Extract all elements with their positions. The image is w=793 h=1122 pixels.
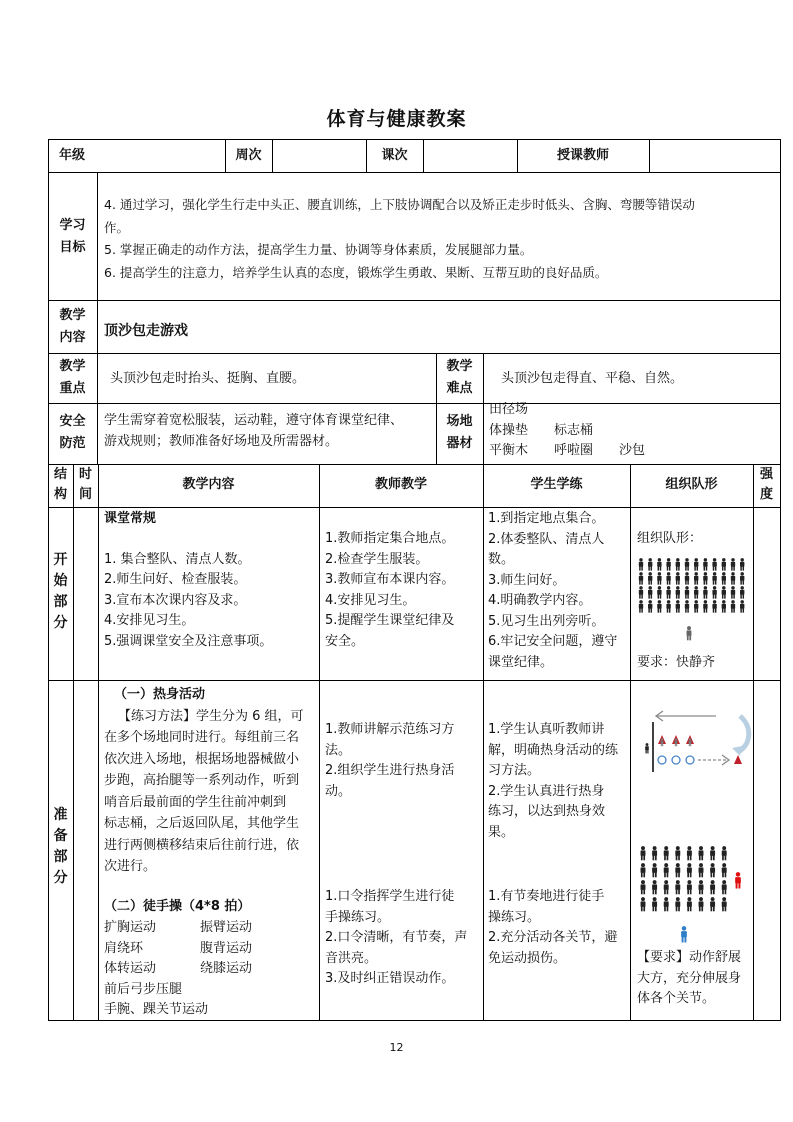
person-icon [657, 586, 661, 599]
drill-grid: 扩胸运动 振臂运动 肩绕环 腹背运动 体转运动 绕膝运动 前后弓步压腿 手腕、踝关节运动 [104, 920, 253, 1017]
person-icon [699, 880, 704, 894]
warmup-drill-diagram [636, 706, 752, 784]
person-icon [699, 897, 704, 911]
person-icon [703, 586, 707, 599]
person-icon [648, 572, 652, 585]
start-content: 课堂常规 1. 集合整队、清点人数。 2.师生问好、检查服装。 3.宣布本次课内容及求。 4.安排见习生。 5.强调课堂安全及注意事项。 [104, 511, 273, 649]
person-icon [722, 558, 726, 571]
venue-equipment: 田径场 体操垫 标志桶 平衡木 呼啦圈 沙包 [489, 402, 646, 458]
person-icon [641, 863, 646, 877]
person-icon [685, 586, 689, 599]
person-icon [712, 600, 716, 613]
person-icon [703, 572, 707, 585]
person-icon [648, 600, 652, 613]
person-icon [731, 572, 735, 585]
person-icon [722, 600, 726, 613]
person-icon [710, 880, 715, 894]
venue-label: 场地 器材 [446, 414, 473, 451]
person-icon [666, 558, 670, 571]
content-value: 顶沙包走游戏 [104, 323, 188, 339]
person-icon [675, 897, 680, 911]
drill-title: （二）徒手操（4*8 拍） [104, 899, 251, 914]
person-icon [664, 863, 669, 877]
person-icon [722, 897, 727, 911]
person-icon [685, 558, 689, 571]
person-icon [652, 863, 657, 877]
person-icon [675, 880, 680, 894]
person-icon [731, 586, 735, 599]
person-icon [710, 863, 715, 877]
safety-label: 安全 防范 [59, 414, 86, 451]
start-formation-label: 组织队形： [637, 531, 703, 546]
person-icon [687, 846, 692, 860]
person-icon [740, 600, 744, 613]
person-icon [685, 572, 689, 585]
difficulty-label: 教学 难点 [446, 359, 473, 396]
person-icon [675, 863, 680, 877]
key-points-label: 教学 重点 [59, 359, 86, 396]
person-icon [694, 558, 698, 571]
warmup-title: （一）热身活动 [114, 687, 206, 702]
col-formation: 组织队形 [665, 477, 718, 493]
prep-student-drill: 1.有节奏地进行徒手 操练习。 2.充分活动各关节，避 免运动损伤。 [488, 889, 618, 966]
week-label: 周次 [235, 147, 262, 163]
prep-requirement: 【要求】动作舒展 大方，充分伸展身 体各个关节。 [637, 950, 742, 1006]
person-icon [639, 558, 643, 571]
prep-warmup: （一）热身活动 【练习方法】学生分为 6 组，可 在多个场地同时进行。每组前三名 依次进入场地，根据场地器械做小 步跑，高抬腿等一系列动作，听到 哨音后最前面的学生往前冲刺到 标志桶，之后返回队尾，其他学生 进行两侧横移结束后往前行进，依 次进行。 [104, 684, 304, 878]
person-icon [666, 586, 670, 599]
key-points-value: 头顶沙包走时抬头、挺胸、直腰。 [110, 371, 306, 386]
person-icon [661, 738, 664, 746]
person-icon [657, 558, 661, 571]
person-icon [694, 600, 698, 613]
page-number: 12 [389, 1041, 404, 1054]
prep-teacher-drill: 1.口令指挥学生进行徒 手操练习。 2.口令清晰，有节奏，声 音洪亮。 3.及时纠正错误动作。 [325, 889, 468, 986]
person-icon [712, 586, 716, 599]
col-time: 时 间 [78, 467, 92, 502]
page-title: 体育与健康教案 [326, 108, 467, 130]
person-icon [645, 743, 649, 753]
person-icon [694, 586, 698, 599]
person-icon [685, 600, 689, 613]
person-icon [703, 600, 707, 613]
person-icon [740, 586, 744, 599]
person-icon [687, 897, 692, 911]
person-icon [699, 863, 704, 877]
person-icon [652, 897, 657, 911]
hoop-icon [686, 756, 694, 764]
content-label: 教学 内容 [59, 308, 86, 345]
lesson-label: 课次 [381, 147, 408, 163]
person-icon [731, 600, 735, 613]
start-requirement: 要求：快静齐 [637, 655, 716, 670]
person-icon [676, 558, 680, 571]
col-teacher-teaching: 教师教学 [374, 477, 427, 493]
person-icon [641, 897, 646, 911]
col-intensity: 强 度 [759, 467, 773, 502]
person-icon [722, 880, 727, 894]
person-icon [664, 880, 669, 894]
person-icon [676, 600, 680, 613]
objective-line: 6. 提高学生的注意力，培养学生认真的态度，锻炼学生勇敢、果断、互帮互助的良好品质。 [104, 264, 608, 280]
col-teaching-content: 教学内容 [182, 477, 235, 493]
person-icon [712, 572, 716, 585]
person-icon [740, 572, 744, 585]
person-icon [712, 558, 716, 571]
person-icon [722, 572, 726, 585]
teacher-icon [681, 926, 687, 942]
person-icon [652, 846, 657, 860]
start-teacher: 1.教师指定集合地点。 2.检查学生服装。 3.教师宣布本课内容。 4.安排见习生。 5.提醒学生课堂纪律及 安全。 [325, 531, 455, 649]
person-icon [657, 600, 661, 613]
person-icon [699, 846, 704, 860]
prep-student-warmup: 1.学生认真听教师讲 解，明确热身活动的练 习方法。 2.学生认真进行热身 练习，以达到热身效 果。 [488, 722, 619, 840]
person-icon [689, 738, 692, 746]
person-icon [731, 558, 735, 571]
person-icon [676, 586, 680, 599]
person-icon [675, 738, 678, 746]
safety-text: 学生需穿着宽松服装，运动鞋，遵守体育课堂纪律、 游戏规则；教师准备好场地及所需器材。 [104, 413, 404, 449]
objective-line: 5. 掌握正确走的动作方法，提高学生力量、协调等身体素质，发展腿部力量。 [104, 242, 533, 257]
difficulty-value: 头顶沙包走得直、平稳、自然。 [501, 371, 684, 386]
person-icon [641, 880, 646, 894]
week-value [272, 139, 366, 173]
person-icon [735, 872, 741, 888]
objectives-label: 学习 目标 [59, 218, 86, 255]
person-icon [675, 846, 680, 860]
hoop-icon [658, 756, 666, 764]
objectives-text [104, 194, 779, 284]
person-icon [657, 572, 661, 585]
drill-formation-diagram [636, 842, 748, 948]
person-icon [710, 897, 715, 911]
person-icon [687, 880, 692, 894]
prep-teacher-warmup: 1.教师讲解示范练习方 法。 2.组织学生进行热身活 动。 [325, 722, 455, 799]
person-icon [740, 558, 744, 571]
person-icon [722, 846, 727, 860]
person-icon [676, 572, 680, 585]
start-formation-diagram [636, 556, 748, 648]
prep-section-label: 准 备 部 分 [53, 807, 68, 886]
person-icon [703, 558, 707, 571]
start-section-label: 开 始 部 分 [53, 552, 68, 631]
person-icon [641, 846, 646, 860]
teacher-icon [687, 626, 692, 640]
person-icon [639, 572, 643, 585]
person-icon [722, 863, 727, 877]
person-icon [666, 600, 670, 613]
person-icon [648, 586, 652, 599]
person-icon [664, 897, 669, 911]
person-icon [639, 600, 643, 613]
objective-line: 作。 [104, 219, 130, 235]
grade-value [96, 139, 225, 173]
person-icon [710, 846, 715, 860]
lesson-value [423, 139, 517, 173]
person-icon [722, 586, 726, 599]
hoop-icon [672, 756, 680, 764]
col-student-learning: 学生学练 [530, 477, 583, 493]
teacher-label: 授课教师 [556, 147, 609, 163]
person-icon [664, 846, 669, 860]
start-content-title: 课堂常规 [104, 511, 157, 526]
person-icon [687, 863, 692, 877]
teacher-value [649, 139, 780, 173]
person-icon [648, 558, 652, 571]
start-student: 1.到指定地点集合。 2.体委整队、清点人 数。 3.师生问好。 4.明确教学内容。 5.见习生出列旁听。 6.牢记安全问题，遵守 课堂纪律。 [488, 511, 618, 670]
grade-label: 年级 [58, 147, 85, 163]
person-icon [666, 572, 670, 585]
objective-line: 4. 通过学习，强化学生行走中头正、腰直训练，上下肢协调配合以及矫正走步时低头、含胸、弯腰等错误动 [104, 197, 695, 212]
person-icon [639, 586, 643, 599]
col-structure: 结 构 [53, 467, 67, 502]
person-icon [652, 880, 657, 894]
cone-icon [734, 755, 742, 764]
person-icon [694, 572, 698, 585]
